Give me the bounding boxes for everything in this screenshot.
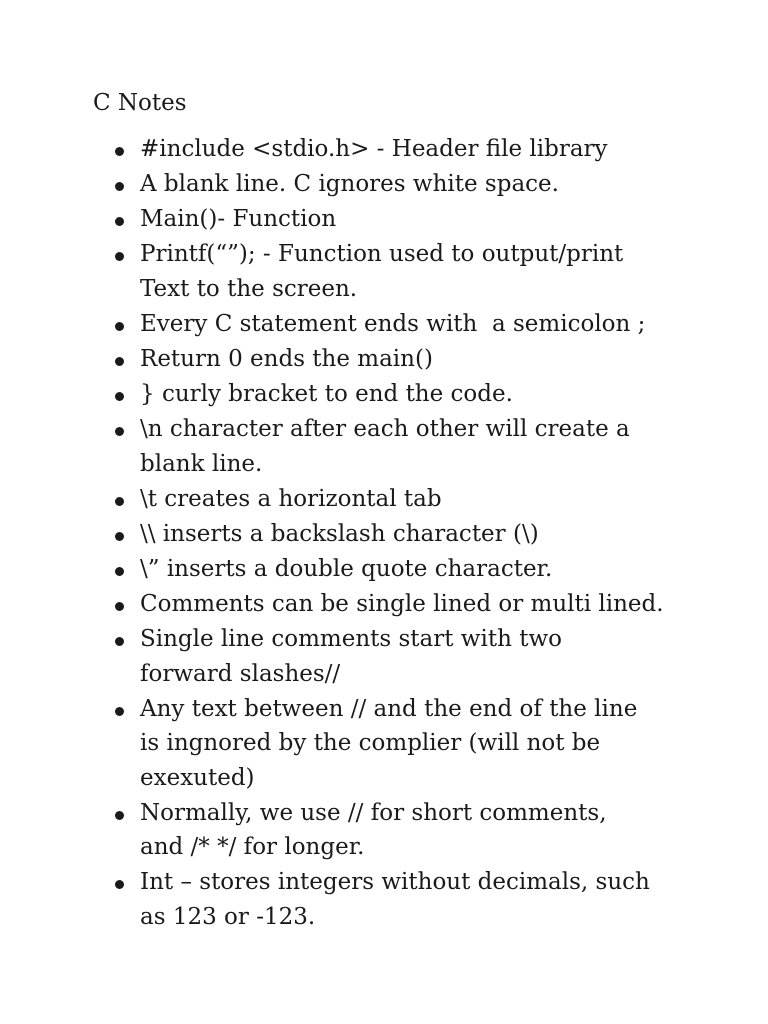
bullet-icon — [115, 602, 124, 611]
list-item — [110, 552, 710, 587]
bullet-icon — [115, 427, 124, 436]
bullet-icon — [115, 182, 124, 191]
list-item — [110, 237, 710, 306]
bullet-icon — [115, 532, 124, 541]
list-item — [110, 202, 710, 237]
list-item — [110, 517, 710, 552]
bullet-icon — [115, 392, 124, 401]
note-text: #include <stdio.h> - Header file library — [140, 136, 608, 162]
list-item — [110, 692, 710, 796]
note-text: Int – stores integers without decimals, such as 123 or -123. — [140, 869, 650, 930]
note-text: A blank line. C ignores white space. — [140, 171, 559, 198]
list-item — [110, 622, 710, 691]
list-item — [110, 167, 710, 202]
bullet-icon — [115, 217, 124, 226]
note-text: Any text between // and the end of the line is ingnored by the complier (will not be exexuted) — [140, 695, 638, 791]
bullet-icon — [115, 811, 124, 820]
page-title: C Notes — [93, 90, 187, 116]
note-text: Main()- Function — [140, 206, 337, 233]
bullet-icon — [115, 637, 124, 646]
note-text: Comments can be single lined or multi lined. — [140, 591, 664, 618]
bullet-icon — [115, 707, 124, 716]
list-item — [110, 377, 710, 412]
bullet-icon — [115, 497, 124, 506]
list-item — [110, 342, 710, 377]
list-item — [110, 482, 710, 517]
note-text: Return 0 ends the main() — [140, 345, 433, 372]
note-text: Every C statement ends with a semicolon ; — [140, 310, 646, 337]
list-item — [110, 412, 710, 481]
list-item — [110, 132, 710, 167]
bullet-icon — [115, 252, 124, 261]
note-text: } curly bracket to end the code. — [140, 381, 513, 408]
list-item — [110, 587, 710, 622]
list-item — [110, 865, 710, 934]
list-item — [110, 307, 710, 342]
bullet-icon — [115, 567, 124, 576]
note-text: Single line comments start with two forward slashes// — [140, 626, 562, 687]
note-text: Printf(“”); - Function used to output/print Text to the screen. — [140, 241, 624, 302]
note-text: \t creates a horizontal tab — [140, 485, 442, 512]
bullet-icon — [115, 147, 124, 156]
notes-list — [110, 132, 710, 935]
note-text: \n character after each other will create a blank line. — [140, 416, 630, 477]
list-item — [110, 796, 710, 865]
note-text: \\ inserts a backslash character (\) — [140, 520, 539, 547]
note-text: Normally, we use // for short comments, and /* */ for longer. — [140, 799, 607, 861]
bullet-icon — [115, 880, 124, 889]
note-text: \” inserts a double quote character. — [140, 555, 553, 582]
bullet-icon — [115, 357, 124, 366]
bullet-icon — [115, 322, 124, 331]
